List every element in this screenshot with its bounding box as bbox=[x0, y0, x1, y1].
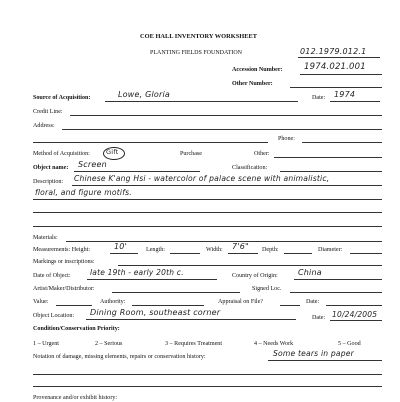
object-location-value[interactable]: Dining Room, southeast corner bbox=[90, 308, 221, 317]
object-name-label: Object name: bbox=[33, 165, 69, 171]
length-label: Length: bbox=[146, 247, 165, 253]
signed-loc-label: Signed Loc. bbox=[252, 286, 282, 292]
damage-notation-value[interactable]: Some tears in paper bbox=[273, 349, 354, 358]
top-number-line bbox=[298, 57, 380, 58]
description-label: Description: bbox=[33, 179, 64, 185]
condition-option-requires-treatment[interactable]: 3 – Requires Treatment bbox=[165, 341, 223, 347]
credit-line-label: Credit Line: bbox=[33, 109, 63, 115]
description-rule-1 bbox=[72, 185, 382, 186]
authority-label: Authority: bbox=[100, 299, 126, 305]
country-of-origin-line bbox=[294, 279, 382, 280]
object-location-line bbox=[86, 319, 296, 320]
damage-rule-2 bbox=[33, 374, 382, 375]
other-number-label: Other Number: bbox=[232, 81, 273, 87]
appraisal-line bbox=[280, 305, 300, 306]
markings-line bbox=[118, 265, 382, 266]
materials-label: Materials: bbox=[33, 235, 58, 241]
address-line-2 bbox=[33, 142, 268, 143]
credit-line-line bbox=[70, 115, 382, 116]
damage-rule-3 bbox=[33, 386, 382, 387]
description-rule-3 bbox=[33, 212, 382, 213]
phone-line bbox=[302, 142, 382, 143]
authority-line bbox=[132, 305, 204, 306]
method-purchase-option[interactable]: Purchase bbox=[180, 151, 202, 157]
date-of-object-line bbox=[87, 279, 217, 280]
value-line bbox=[56, 305, 92, 306]
damage-notation-label: Notation of damage, missing elements, repairs or conservation history: bbox=[33, 354, 206, 360]
source-line bbox=[105, 101, 298, 102]
date-of-object-value[interactable]: late 19th - early 20th c. bbox=[90, 268, 184, 277]
form-subtitle: PLANTING FIELDS FOUNDATION bbox=[150, 50, 242, 56]
description-line-1[interactable]: Chinese K'ang Hsi - watercolor of palace scene with animalistic, bbox=[74, 174, 330, 183]
condition-option-good[interactable]: 5 – Good bbox=[338, 341, 361, 347]
acquisition-date-value[interactable]: 1974 bbox=[334, 90, 356, 99]
phone-label: Phone: bbox=[278, 136, 295, 142]
condition-option-urgent[interactable]: 1 – Urgent bbox=[33, 341, 59, 347]
width-value[interactable]: 7'6" bbox=[232, 242, 249, 251]
description-rule-2 bbox=[33, 199, 382, 200]
other-number-line bbox=[290, 87, 382, 88]
source-of-acquisition-label: Source of Acquisition: bbox=[33, 95, 91, 101]
location-date-line bbox=[330, 320, 382, 321]
date-of-object-label: Date of Object: bbox=[33, 273, 71, 279]
method-other-line bbox=[274, 157, 382, 158]
provenance-label: Provenance and/or exhibit history: bbox=[33, 395, 118, 401]
depth-label: Depth: bbox=[262, 247, 279, 253]
value-label: Value: bbox=[33, 299, 49, 305]
object-name-value[interactable]: Screen bbox=[78, 160, 107, 169]
country-of-origin-value[interactable]: China bbox=[298, 268, 322, 277]
handwritten-top-number: 012.1979.012.1 bbox=[300, 47, 367, 56]
artist-line bbox=[112, 292, 240, 293]
measurements-label: Measurements: Height: bbox=[33, 247, 91, 253]
classification-line bbox=[280, 171, 382, 172]
height-value[interactable]: 10' bbox=[114, 242, 127, 251]
country-of-origin-label: Country of Origin: bbox=[232, 273, 278, 279]
appraisal-label: Appraisal on File? bbox=[218, 299, 264, 305]
artist-label: Artist/Maker/Distributor: bbox=[33, 286, 95, 292]
object-location-label: Object Location: bbox=[33, 313, 75, 319]
accession-number-label: Accession Number: bbox=[232, 67, 283, 73]
acquisition-date-label: Date: bbox=[312, 95, 326, 101]
condition-heading: Condition/Conservation Priority: bbox=[33, 326, 120, 332]
condition-option-serious[interactable]: 2 – Serious bbox=[95, 341, 123, 347]
markings-label: Markings or inscriptions: bbox=[33, 259, 95, 265]
object-name-line bbox=[74, 171, 200, 172]
length-line bbox=[170, 253, 200, 254]
method-gift-option[interactable]: Gift bbox=[106, 148, 119, 156]
damage-notation-line bbox=[268, 360, 382, 361]
diameter-line bbox=[350, 253, 382, 254]
accession-number-line bbox=[300, 74, 382, 75]
depth-line bbox=[284, 253, 312, 254]
diameter-label: Diameter: bbox=[318, 247, 343, 253]
width-label: Width: bbox=[206, 247, 223, 253]
height-line bbox=[110, 253, 138, 254]
form-title: COE HALL INVENTORY WORKSHEET bbox=[140, 33, 258, 40]
value-date-label: Date: bbox=[306, 299, 320, 305]
method-other-label: Other: bbox=[254, 151, 270, 157]
address-line-1 bbox=[62, 129, 382, 130]
value-date-line bbox=[326, 305, 382, 306]
method-label: Method of Acquisition: bbox=[33, 151, 90, 157]
condition-option-needs-work[interactable]: 4 – Needs Work bbox=[254, 341, 294, 347]
classification-label: Classification: bbox=[232, 165, 268, 171]
source-of-acquisition-value[interactable]: Lowe, Gloria bbox=[118, 90, 171, 99]
accession-number-value[interactable]: 1974.021.001 bbox=[304, 62, 366, 72]
location-date-label: Date: bbox=[312, 315, 326, 321]
acquisition-date-line bbox=[330, 101, 380, 102]
location-date-value[interactable]: 10/24/2005 bbox=[332, 310, 378, 319]
width-line bbox=[228, 253, 258, 254]
description-line-2[interactable]: floral, and figure motifs. bbox=[35, 188, 132, 197]
signed-loc-line bbox=[290, 292, 382, 293]
description-rule-4 bbox=[33, 226, 382, 227]
address-label: Address: bbox=[33, 123, 55, 129]
